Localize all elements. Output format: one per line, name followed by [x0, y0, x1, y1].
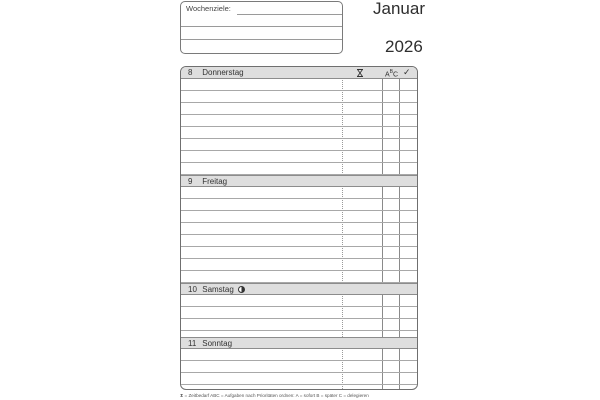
day-number: 11 — [188, 339, 197, 348]
goals-line[interactable] — [181, 39, 342, 40]
task-line[interactable] — [181, 235, 417, 247]
day-name: Donnerstag — [202, 68, 244, 77]
task-line[interactable] — [181, 199, 417, 211]
priority-abc-label: $A^BC$ — [385, 69, 399, 79]
goals-line[interactable] — [181, 26, 342, 27]
task-line[interactable] — [181, 103, 417, 115]
task-line[interactable] — [181, 211, 417, 223]
task-line[interactable] — [181, 247, 417, 259]
task-line[interactable] — [181, 187, 417, 199]
day-name: Freitag — [202, 177, 228, 186]
task-line[interactable] — [181, 115, 417, 127]
day-header-freitag — [181, 175, 417, 187]
day-name: Sonntag — [202, 339, 233, 348]
task-line[interactable] — [181, 91, 417, 103]
legend-text: = Zeitbedarf ABC = Aufgaben nach Prioritäten ordnen: A = sofort B = später C = delegieren — [184, 393, 369, 398]
task-line[interactable] — [181, 307, 417, 319]
hourglass-icon — [356, 69, 364, 77]
legend-footer — [180, 393, 369, 399]
day-number: 10 — [188, 285, 197, 294]
hourglass-icon: ⧗ — [180, 393, 184, 398]
day-number: 8 — [188, 68, 193, 77]
day-header-sonntag — [181, 337, 417, 349]
task-line[interactable] — [181, 319, 417, 331]
weekly-goals-label: Wochenziele: — [186, 4, 231, 13]
month-title: Januar — [373, 0, 425, 18]
task-line[interactable] — [181, 271, 417, 283]
task-line[interactable] — [181, 163, 417, 175]
task-line[interactable] — [181, 349, 417, 361]
moon-phase-icon — [238, 286, 245, 293]
task-line[interactable] — [181, 139, 417, 151]
task-line[interactable] — [181, 223, 417, 235]
task-line[interactable] — [181, 79, 417, 91]
day-planner — [180, 66, 418, 390]
year-title: 2026 — [385, 37, 423, 56]
weekly-goals-box — [180, 1, 343, 54]
day-header-samstag — [181, 283, 417, 295]
task-line[interactable] — [181, 127, 417, 139]
task-line[interactable] — [181, 259, 417, 271]
day-name: Samstag — [202, 285, 234, 294]
task-line[interactable] — [181, 295, 417, 307]
day-number: 9 — [188, 177, 193, 186]
task-line[interactable] — [181, 151, 417, 163]
check-icon: ✓ — [403, 67, 411, 77]
task-line[interactable] — [181, 361, 417, 373]
day-header-donnerstag — [181, 67, 417, 79]
task-line[interactable] — [181, 373, 417, 385]
